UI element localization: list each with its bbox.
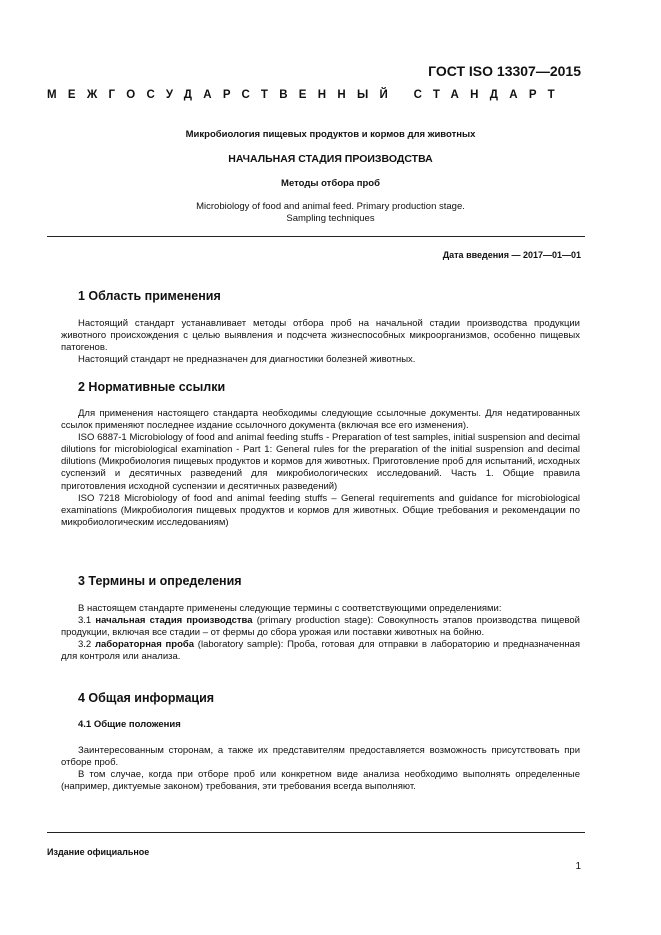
section-4-heading: 4 Общая информация bbox=[78, 691, 215, 705]
term-3-1-term: начальная стадия производства bbox=[95, 615, 253, 627]
section-4-paragraph-1: Заинтересованным сторонам, а также их представителям предоставляется возможность присутствовать при отборе проб. bbox=[61, 745, 580, 769]
intro-date: Дата введения — 2017—01—01 bbox=[442, 250, 581, 260]
standard-banner: МЕЖГОСУДАРСТВЕННЫЙ СТАНДАРТ bbox=[47, 89, 566, 101]
section-1-body bbox=[61, 318, 580, 366]
section-4-body bbox=[61, 745, 580, 793]
section-1-heading: 1 Область применения bbox=[78, 289, 221, 303]
section-1-paragraph-2: Настоящий стандарт не предназначен для диагностики болезней животных. bbox=[78, 354, 416, 366]
section-2-heading: 2 Нормативные ссылки bbox=[78, 380, 226, 394]
title-line-2: НАЧАЛЬНАЯ СТАДИЯ ПРОИЗВОДСТВА bbox=[228, 153, 433, 165]
section-2-reference-1: ISO 6887-1 Microbiology of food and animal feeding stuffs - Preparation of test samples, initial suspension and decimal dilutions for microbiological examination - Part 1: General rules for the preparation of the initial suspension and decimal dilutions (Микробиология пищевых продуктов и кормов для животных. Приготовление проб для испытаний, исходных суспензий и десятичных разведений для микробиологических исследований. Часть 1. Общие правила приготовления исходной суспензии и десятичных разведений) bbox=[61, 432, 580, 492]
section-4-paragraph-2: В том случае, когда при отборе проб или конкретном виде анализа необходимо выполнять определенные (например, диктуемые законом) требования, эти требования всегда выполняют. bbox=[61, 769, 580, 793]
title-line-3: Методы отбора проб bbox=[281, 178, 380, 189]
english-title-line-1: Microbiology of food and animal feed. Primary production stage. bbox=[196, 201, 465, 212]
top-divider bbox=[47, 236, 585, 237]
subsection-4-1-heading: 4.1 Общие положения bbox=[78, 719, 181, 730]
english-title-line-2: Sampling techniques bbox=[286, 213, 375, 224]
term-3-1 bbox=[61, 615, 580, 639]
title-line-1: Микробиология пищевых продуктов и кормов для животных bbox=[185, 129, 476, 140]
standard-number: ГОСТ ISO 13307—2015 bbox=[428, 63, 581, 79]
term-3-2 bbox=[61, 639, 580, 663]
section-3-heading: 3 Термины и определения bbox=[78, 574, 242, 588]
section-2-body bbox=[61, 408, 580, 529]
section-1-paragraph-1: Настоящий стандарт устанавливает методы отбора проб на начальной стадии производства продукции животного происхождения с целью выявления и подсчета жизнеспособных микроорганизмов, особенно пищевых патогенов. bbox=[61, 318, 580, 354]
edition-label: Издание официальное bbox=[47, 847, 150, 857]
section-3-paragraph-1: В настоящем стандарте применены следующие термины с соответствующими определениями: bbox=[78, 603, 502, 614]
term-3-1-definition: (primary production stage): Совокупность этапов производства пищевой продукции, включая все стадии – от фермы до сбора урожая или поставки животных на бойню. bbox=[61, 615, 580, 639]
term-3-1-number: 3.1 bbox=[78, 615, 96, 627]
term-3-2-definition: (laboratory sample): Проба, готовая для отправки в лабораторию и предназначенная для контроля или анализа. bbox=[61, 639, 580, 663]
section-3-body bbox=[61, 603, 580, 663]
term-3-2-term: лабораторная проба bbox=[94, 639, 195, 651]
section-2-paragraph-1: Для применения настоящего стандарта необходимы следующие ссылочные документы. Для недатированных ссылок применяют последнее издание ссылочного документа (включая все его изменения). bbox=[61, 408, 580, 432]
page-number: 1 bbox=[575, 861, 581, 872]
term-3-2-number: 3.2 bbox=[78, 639, 95, 651]
english-title bbox=[0, 201, 661, 225]
section-2-reference-2: ISO 7218 Microbiology of food and animal feeding stuffs – General requirements and guidance for microbiological examinations (Микробиология пищевых продуктов и кормов для животных. Общие требования и рекомендации по микробиологическим исследованиям) bbox=[61, 492, 580, 528]
bottom-divider bbox=[47, 832, 585, 833]
